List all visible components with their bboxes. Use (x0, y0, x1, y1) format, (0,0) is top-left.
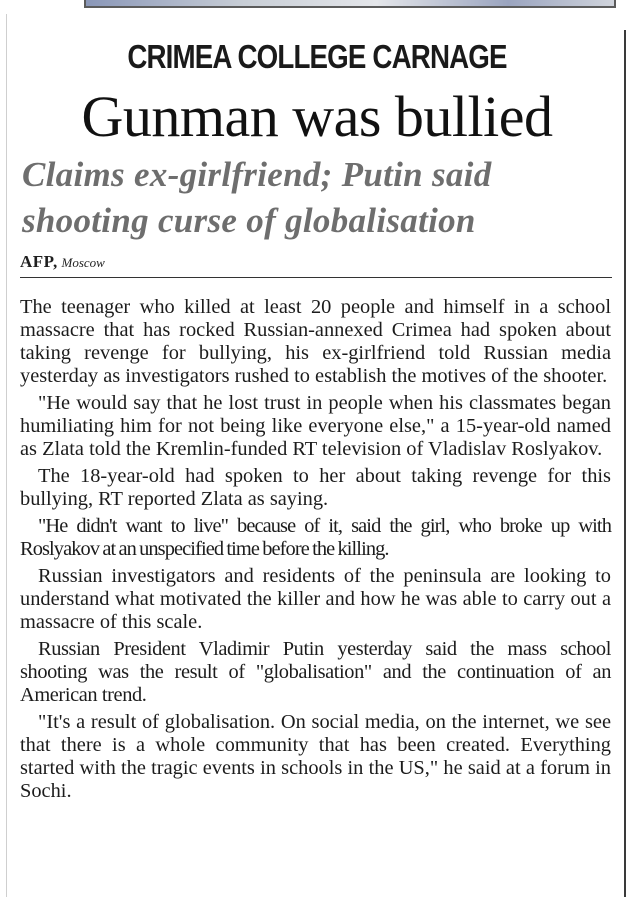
byline-dateline: Moscow (61, 255, 105, 270)
body-paragraph: "He didn't want to live" because of it, said the girl, who broke up with Roslyakov at an unspecified time before the killing. (20, 515, 611, 560)
article-kicker: CRIMEA COLLEGE CARNAGE (127, 38, 507, 75)
body-paragraph: Russian President Vladimir Putin yesterday said the mass school shooting was the result of "globalisation" and the continuation of an American trend. (20, 638, 611, 706)
body-paragraph: Russian investigators and residents of the peninsula are looking to understand what motivated the killer and how he was able to carry out a massacre of this scale. (20, 565, 611, 633)
previous-article-photo-edge (84, 0, 616, 8)
article-subheadline: Claims ex-girlfriend; Putin said shooting curse of globalisation (22, 155, 492, 240)
column-divider-left (6, 14, 7, 897)
body-paragraph: "He would say that he lost trust in people when his classmates began humiliating him for not being like everyone else," a 15-year-old named as Zlata told the Kremlin-funded RT television of Vladislav Roslyakov. (20, 392, 611, 460)
column-divider-right (624, 30, 626, 897)
body-paragraph: "It's a result of globalisation. On social media, on the internet, we see that there is a whole community that has been created. Everything started with the tragic events in schools in the US," he said at a forum in Sochi. (20, 711, 611, 802)
byline-agency: AFP, (20, 252, 58, 271)
body-paragraph: The teenager who killed at least 20 people and himself in a school massacre that has rocked Russian-annexed Crimea had spoken about taking revenge for bullying, his ex-girlfriend told Russian media yesterday as investigators rushed to establish the motives of the shooter. (20, 296, 611, 387)
body-paragraph: The 18-year-old had spoken to her about taking revenge for this bullying, RT reported Zlata as saying. (20, 465, 611, 510)
byline (20, 252, 105, 272)
byline-divider (20, 277, 612, 278)
article-body (20, 296, 611, 807)
article-headline: Gunman was bullied (81, 84, 553, 149)
